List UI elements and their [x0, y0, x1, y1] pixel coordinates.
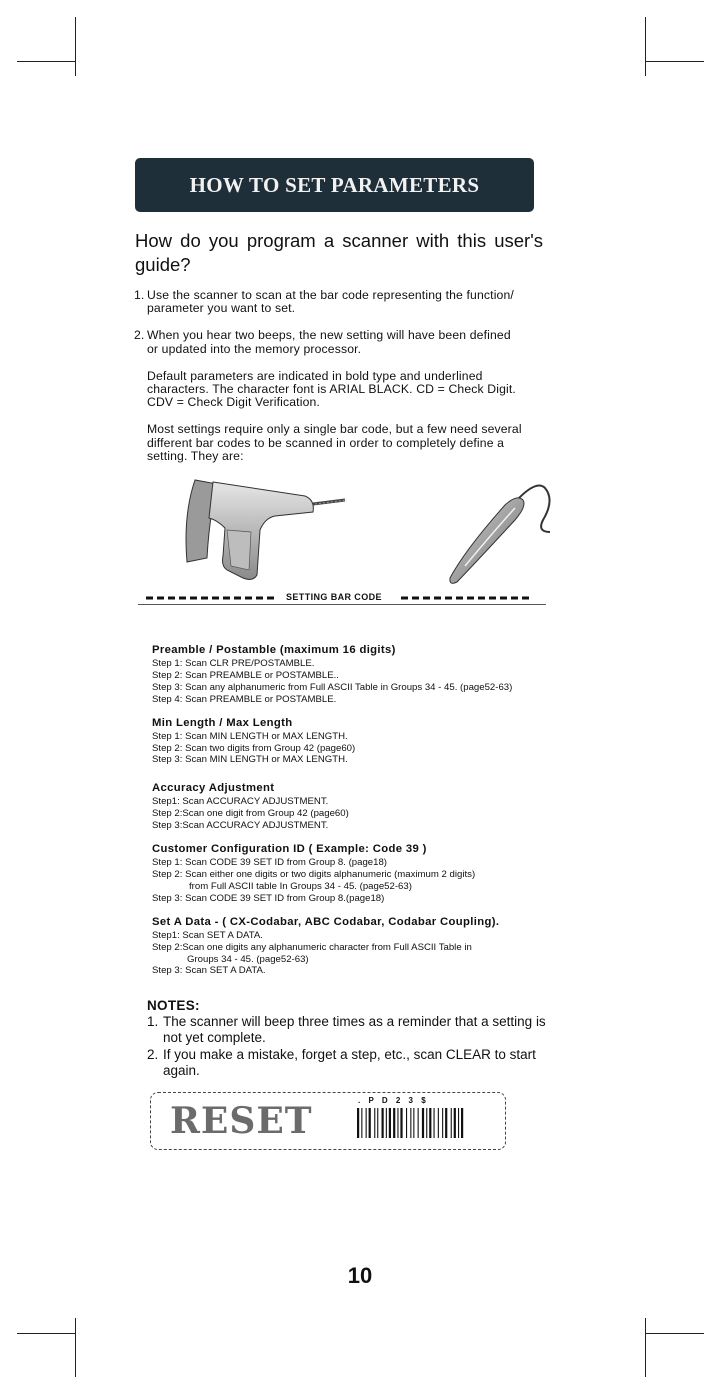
barcode-bar — [461, 1108, 463, 1138]
section-heading: Set A Data - ( CX-Codabar, ABC Codabar, Codabar Coupling). — [152, 915, 500, 928]
pen-scanner-icon — [450, 486, 550, 584]
barcode-bar — [366, 1108, 367, 1138]
barcode-bar — [369, 1108, 371, 1138]
intro-text — [134, 289, 574, 463]
barcode-bar — [438, 1108, 439, 1138]
barcode-bar — [386, 1108, 387, 1138]
section-customer-config: Customer Configuration ID ( Example: Code 39 ) Step 1: Scan CODE 39 SET ID from Group 8. (page18) Step 2: Scan either one digits or two digits alphanumeric (maximum 2 digits) from Full ASCII table In Groups 34 - 45. (page52-63) Step 3: Scan CODE 39 SET ID from Group 8.(page18) — [152, 843, 582, 905]
barcode-bar — [400, 1108, 402, 1138]
intro-paragraph: Default parameters are indicated in bold type and underlined characters. The character font is ARIAL BLACK. CD = Check Digit. CDV = Check Digit Verification. — [147, 368, 516, 410]
barcode-bar — [413, 1108, 414, 1138]
intro-step: 2. When you hear two beeps, the new setting will have been defined or updated into the memory processor. — [134, 328, 511, 356]
reset-barcode — [357, 1108, 497, 1138]
barcode-bar — [454, 1108, 456, 1138]
section-heading: Customer Configuration ID ( Example: Code 39 ) — [152, 843, 427, 856]
barcode-bar — [361, 1108, 362, 1138]
page-title: HOW TO SET PARAMETERS — [189, 172, 480, 197]
barcode-bar — [410, 1108, 411, 1138]
intro-paragraph: Most settings require only a single bar code, but a few need several different bar codes to be scanned in order to completely define a setting. They are: — [147, 422, 522, 463]
barcode-bar — [429, 1108, 431, 1138]
reset-label: RESET — [170, 1100, 313, 1142]
question-heading: How do you program a scanner with this user's guide? — [135, 230, 543, 275]
barcode-bar — [393, 1108, 395, 1138]
barcode-text: . P D 2 3 $ — [358, 1096, 429, 1105]
section-heading: Accuracy Adjustment — [152, 782, 275, 795]
crop-mark — [75, 17, 76, 76]
barcode-bar — [458, 1108, 459, 1138]
barcode-bar — [377, 1108, 378, 1138]
handheld-scanner-icon — [186, 480, 347, 579]
section-heading: Min Length / Max Length — [152, 716, 293, 729]
section-heading: Preamble / Postamble (maximum 16 digits) — [152, 644, 396, 656]
barcode-bar — [434, 1108, 435, 1138]
section-set-a-data: Set A Data - ( CX-Codabar, ABC Codabar, Codabar Coupling). Step1: Scan SET A DATA. Step 2:Scan one digits any alphanumeric character from Full ASCII Table in Groups 34 - 45. (page52-63) Step 3: Scan SET A DATA. — [152, 916, 582, 978]
page-number: 10 — [347, 1263, 373, 1288]
title-banner — [135, 158, 534, 212]
barcode-bar — [374, 1108, 375, 1138]
crop-mark — [17, 61, 76, 62]
divider-rule — [138, 604, 546, 605]
barcode-bar — [382, 1108, 384, 1138]
crop-mark — [75, 1318, 76, 1377]
barcode-bar — [445, 1108, 447, 1138]
section-min-max-length: Min Length / Max Length Step 1: Scan MIN LENGTH or MAX LENGTH. Step 2: Scan two digits from Group 42 (page60) Step 3: Scan MIN LENGTH or MAX LENGTH. — [152, 717, 582, 767]
scanner-illustration — [165, 470, 560, 585]
section-accuracy: Accuracy Adjustment Step1: Scan ACCURACY ADJUSTMENT. Step 2:Scan one digit from Group 42 (page60) Step 3:Scan ACCURACY ADJUSTMENT. — [152, 782, 582, 832]
note-item: 1. The scanner will beep three times as a reminder that a setting is not yet complete. — [147, 1014, 546, 1046]
section-preamble: Preamble / Postamble (maximum 16 digits) Step 1: Scan CLR PRE/POSTAMBLE. Step 2: Scan PREAMBLE or POSTAMBLE.. Step 3: Scan any alphanumeric from Full ASCII Table in Groups 34 - 45. (page52-63) Step 4: Scan PREAMBLE or POSTAMBLE. — [152, 644, 582, 706]
barcode-bar — [406, 1108, 407, 1138]
barcode-bar — [451, 1108, 452, 1138]
crop-mark — [645, 1333, 704, 1334]
barcode-bar — [389, 1108, 391, 1138]
barcode-bar — [397, 1108, 398, 1138]
barcode-bar — [357, 1108, 359, 1138]
crop-mark — [645, 61, 704, 62]
setting-bar-code-label: SETTING BAR CODE — [286, 592, 382, 602]
crop-mark — [17, 1333, 76, 1334]
intro-step: 1. Use the scanner to scan at the bar code representing the function/ parameter you want to set. — [134, 288, 514, 316]
barcode-bar — [422, 1108, 424, 1138]
note-item: 2. If you make a mistake, forget a step, etc., scan CLEAR to start again. — [147, 1046, 536, 1078]
notes-heading: NOTES: — [147, 998, 200, 1013]
barcode-bar — [426, 1108, 427, 1138]
barcode-bar — [418, 1108, 419, 1138]
crop-mark — [645, 17, 646, 76]
crop-mark — [645, 1318, 646, 1377]
barcode-bar — [442, 1108, 443, 1138]
parameter-sections — [152, 644, 582, 988]
notes — [147, 998, 567, 1079]
